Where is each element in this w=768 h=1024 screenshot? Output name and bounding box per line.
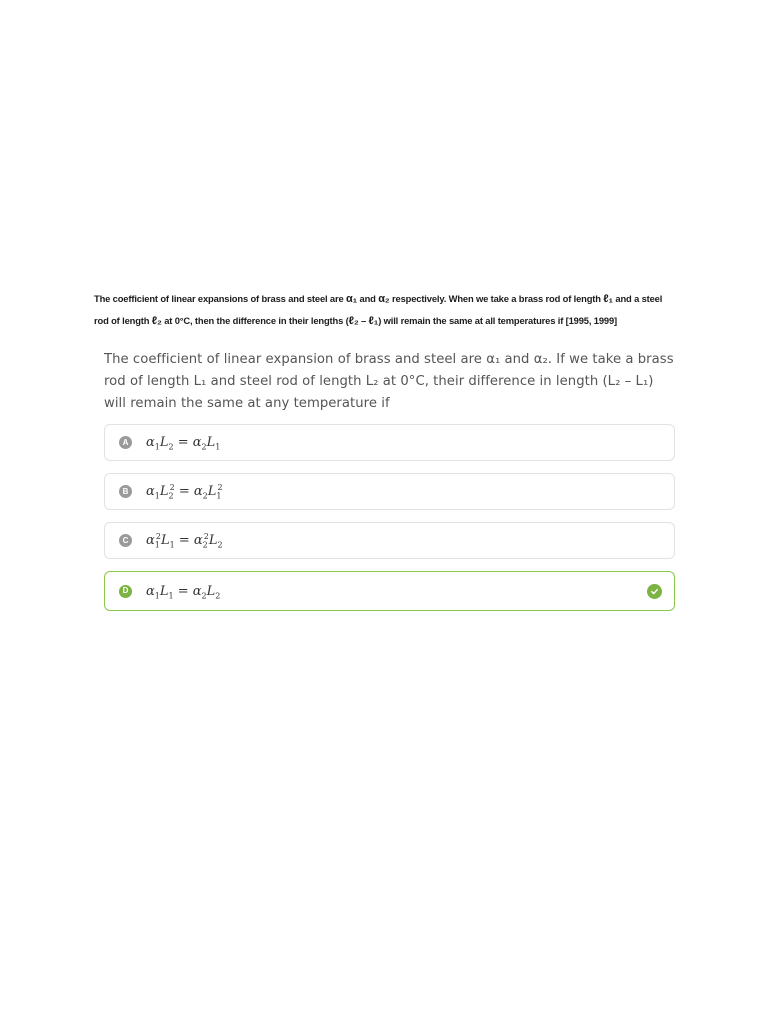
header-text-part: The coefficient of linear expansions of brass and steel are (94, 293, 347, 304)
option-formula: $\alpha_1^2L_1 = \alpha_2^2L_2$ (146, 531, 223, 550)
header-text-part: respectively. When we take a brass rod of length (389, 293, 604, 304)
l1-symbol: ℓ₁ (603, 293, 613, 305)
option-b[interactable] (104, 473, 675, 510)
alpha1-symbol: α₁ (346, 293, 358, 305)
option-formula: $\alpha_1L_1 = \alpha_2L_2$ (146, 583, 221, 601)
option-letter-badge: D (119, 585, 132, 598)
option-formula: $\alpha_1L_2^2 = \alpha_2L_1^2$ (146, 482, 223, 501)
header-text-part: – (358, 315, 369, 326)
header-text-part: and (357, 293, 379, 304)
option-letter-badge: A (119, 436, 132, 449)
header-text-part: at 0°C, then the difference in their lengths ( (161, 315, 349, 326)
question-body-text: The coefficient of linear expansion of brass and steel are α₁ and α₂. If we take a brass rod of length L₁ and steel rod of length L₂ at 0°C, their difference in length (L₂ – L₁) will remain the same at any temperature if (104, 352, 674, 411)
option-formula: $\alpha_1L_2 = \alpha_2L_1$ (146, 435, 221, 452)
l1-symbol: ℓ₁ (368, 315, 379, 327)
option-a[interactable] (104, 424, 675, 461)
alpha2-symbol: α₂ (378, 293, 390, 305)
check-icon (647, 584, 662, 599)
header-text-part: ) will remain the same at all temperatures if [1995, 1999] (378, 315, 617, 326)
l2-symbol: ℓ₂ (348, 315, 359, 327)
check-icon-glyph (650, 587, 659, 596)
header-question-text (94, 288, 678, 332)
option-c[interactable] (104, 522, 675, 559)
header-text-part: and a steel rod of length (94, 293, 663, 326)
l2-symbol: ℓ₂ (151, 315, 162, 327)
answer-options (104, 424, 675, 623)
option-d[interactable] (104, 571, 675, 611)
option-letter-badge: C (119, 534, 132, 547)
option-letter-badge: B (119, 485, 132, 498)
